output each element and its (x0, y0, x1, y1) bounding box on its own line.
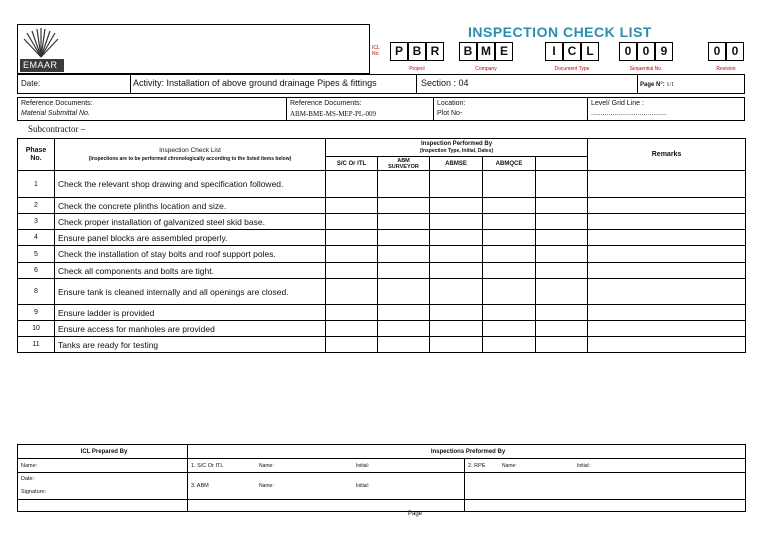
cell-abm-surveyor[interactable] (378, 171, 430, 198)
level-value: ....................................... (591, 110, 667, 117)
rpe-name-label: Name: (502, 462, 517, 469)
check-item: Tanks are ready for testing (55, 337, 326, 353)
phase-no: 2 (18, 198, 55, 214)
code-box-doctype-1: I (545, 42, 563, 61)
code-box-company-3: E (495, 42, 513, 61)
phase-no: 9 (18, 305, 55, 321)
cell-sc-itl[interactable] (326, 321, 378, 337)
prepared-date-signature-field[interactable] (18, 473, 188, 500)
code-box-seq-1: 0 (619, 42, 637, 61)
activity-text: Activity: Installation of above ground drainage Pipes & fittings (133, 78, 377, 88)
header-abm-surveyor: ABM SURVEYOR (378, 157, 430, 171)
cell-blank[interactable] (536, 171, 588, 198)
header-remarks: Remarks (588, 139, 746, 171)
cell-abmqce[interactable] (483, 171, 536, 198)
date-activity-row (17, 74, 745, 94)
cell-remarks[interactable] (588, 246, 746, 263)
header-blank (536, 157, 588, 171)
cell-abm-surveyor[interactable] (378, 214, 430, 230)
blank-signoff-field[interactable] (465, 473, 746, 500)
table-row (18, 263, 746, 279)
cell-sc-itl[interactable] (326, 171, 378, 198)
header-abmse: ABMSE (430, 157, 483, 171)
rpe-field[interactable] (465, 459, 746, 473)
label-project: Project (409, 66, 425, 72)
page-number-value: 1/1 (666, 82, 675, 88)
check-item: Check the installation of stay bolts and roof support poles. (55, 246, 326, 263)
abm-name-label: Name: (259, 483, 274, 489)
cell-abmse[interactable] (430, 171, 483, 198)
phase-no: 6 (18, 263, 55, 279)
cell-abm-surveyor[interactable] (378, 305, 430, 321)
cell-remarks[interactable] (588, 198, 746, 214)
cell-blank[interactable] (536, 321, 588, 337)
sc-itl-label: 1. S/C Or ITL (191, 462, 224, 469)
ref-docs-1 (21, 99, 93, 119)
cell-abmse[interactable] (430, 279, 483, 305)
cell-sc-itl[interactable] (326, 305, 378, 321)
header-phase: Phase No. (18, 139, 55, 171)
check-item: Check the concrete plinths location and size. (55, 198, 326, 214)
table-row (18, 230, 746, 246)
cell-blank[interactable] (536, 230, 588, 246)
cell-abmqce[interactable] (483, 246, 536, 263)
check-item: Ensure access for manholes are provided (55, 321, 326, 337)
ref-docs-2-value: ABM-BME-MS-MEP-PL-009 (290, 110, 376, 118)
location-block (437, 99, 465, 119)
logo-box (17, 24, 370, 74)
cell-abm-surveyor[interactable] (378, 321, 430, 337)
cell-abmqce[interactable] (483, 230, 536, 246)
cell-remarks[interactable] (588, 171, 746, 198)
cell-blank[interactable] (536, 279, 588, 305)
phase-no: 4 (18, 230, 55, 246)
cell-sc-itl[interactable] (326, 214, 378, 230)
document-title: INSPECTION CHECK LIST (468, 24, 652, 40)
cell-remarks[interactable] (588, 230, 746, 246)
logo-text: EMAAR (23, 60, 58, 70)
page-divider (637, 74, 638, 94)
sc-itl-name-label: Name: (259, 462, 274, 469)
check-item: Ensure ladder is provided (55, 305, 326, 321)
cell-abmse[interactable] (430, 214, 483, 230)
cell-abmqce[interactable] (483, 263, 536, 279)
prepared-signature-label: Signature: (21, 489, 47, 495)
code-box-doctype-2: C (563, 42, 581, 61)
table-row (18, 305, 746, 321)
cell-abmse[interactable] (430, 337, 483, 353)
label-sequential-no: Sequential No. (629, 66, 663, 72)
code-box-seq-2: 0 (637, 42, 655, 61)
cell-sc-itl[interactable] (326, 230, 378, 246)
cell-abm-surveyor[interactable] (378, 246, 430, 263)
cell-abmse[interactable] (430, 321, 483, 337)
phase-no: 3 (18, 214, 55, 230)
page-number-label: Page N°: (640, 82, 665, 88)
cell-abm-surveyor[interactable] (378, 263, 430, 279)
code-box-project-3: R (426, 42, 444, 61)
code-box-rev-2: 0 (726, 42, 744, 61)
ref-divider-2 (433, 97, 434, 121)
ref-docs-1-label: Reference Documents: (21, 100, 93, 107)
code-box-doctype-3: L (581, 42, 599, 61)
cell-abm-surveyor[interactable] (378, 337, 430, 353)
ref-docs-2 (290, 99, 376, 119)
date-label: Date: (21, 79, 41, 88)
header-performed-by (326, 139, 588, 157)
phase-no: 5 (18, 246, 55, 263)
cell-sc-itl[interactable] (326, 198, 378, 214)
cell-remarks[interactable] (588, 321, 746, 337)
cell-remarks[interactable] (588, 337, 746, 353)
table-row (18, 321, 746, 337)
label-document-type: Document Type (554, 66, 590, 72)
icl-label-line2: No. (372, 51, 380, 57)
header-check-title: Inspection Check List (159, 146, 221, 154)
ref-divider-3 (587, 97, 588, 121)
cell-abmqce[interactable] (483, 214, 536, 230)
table-row (18, 279, 746, 305)
table-row (18, 246, 746, 263)
prepared-extra-field[interactable] (18, 500, 188, 512)
signoff-table (17, 444, 746, 512)
rpe-initial-label: Initial: (577, 462, 591, 469)
cell-blank[interactable] (536, 305, 588, 321)
icl-label (372, 45, 380, 57)
performed-by-header: Inspections Preformed By (188, 445, 746, 459)
header-performed-sub: (Inspection Type, Initial, Dates) (419, 147, 494, 154)
cell-sc-itl[interactable] (326, 337, 378, 353)
abm-field[interactable] (188, 473, 465, 500)
header-sc-itl: S/C Or ITL (326, 157, 378, 171)
prepared-date-label: Date: (21, 476, 35, 482)
ref-docs-2-label: Reference Documents: (290, 100, 362, 107)
check-item: Ensure tank is cleaned internally and all openings are closed. (55, 279, 326, 305)
icl-label-line1: ICL (372, 45, 380, 51)
section-text: Section : 04 (421, 78, 469, 88)
level-block (591, 99, 667, 119)
extra-field-2[interactable] (465, 500, 746, 512)
code-box-project-1: P (390, 42, 408, 61)
level-label: Level/ Grid Line : (591, 100, 644, 107)
check-item: Check the relevant shop drawing and specification followed. (55, 171, 326, 198)
cell-sc-itl[interactable] (326, 279, 378, 305)
location-label: Location: (437, 100, 466, 107)
date-divider (130, 74, 131, 94)
check-item: Check all components and bolts are tight. (55, 263, 326, 279)
subcontractor-label: Subcontractor – (28, 124, 86, 134)
cell-abm-surveyor[interactable] (378, 230, 430, 246)
cell-abmqce[interactable] (483, 279, 536, 305)
cell-abmse[interactable] (430, 305, 483, 321)
cell-remarks[interactable] (588, 214, 746, 230)
code-box-company-2: M (477, 42, 495, 61)
table-row (18, 337, 746, 353)
rpe-label: 2. RPE (468, 462, 486, 469)
code-box-project-2: B (408, 42, 426, 61)
extra-field-1[interactable] (188, 500, 465, 512)
cell-abmse[interactable] (430, 198, 483, 214)
cell-abm-surveyor[interactable] (378, 279, 430, 305)
phase-no: 11 (18, 337, 55, 353)
cell-sc-itl[interactable] (326, 263, 378, 279)
sc-itl-field[interactable] (188, 459, 465, 473)
inspection-table (17, 138, 746, 353)
section-divider (416, 74, 417, 94)
cell-remarks[interactable] (588, 279, 746, 305)
code-box-rev-1: 0 (708, 42, 726, 61)
page-footer-label: Page (408, 511, 423, 517)
phase-no: 8 (18, 279, 55, 305)
table-row (18, 171, 746, 198)
emaar-logo-icon (23, 27, 59, 59)
header-check-list (55, 139, 326, 171)
cell-abmqce[interactable] (483, 198, 536, 214)
cell-blank[interactable] (536, 198, 588, 214)
code-box-company-1: B (459, 42, 477, 61)
cell-blank[interactable] (536, 214, 588, 230)
cell-abmse[interactable] (430, 246, 483, 263)
prepared-name-field[interactable]: Name: (18, 459, 188, 473)
prepared-by-header: ICL Prepared By (18, 445, 188, 459)
phase-no: 10 (18, 321, 55, 337)
label-revision: Revision (716, 66, 736, 72)
cell-sc-itl[interactable] (326, 246, 378, 263)
cell-remarks[interactable] (588, 305, 746, 321)
code-box-seq-3: 9 (655, 42, 673, 61)
cell-abmse[interactable] (430, 230, 483, 246)
table-row (18, 214, 746, 230)
ref-divider-1 (286, 97, 287, 121)
cell-remarks[interactable] (588, 263, 746, 279)
sc-itl-initial-label: Initial: (356, 462, 370, 469)
location-value: Plot No- (437, 110, 463, 117)
label-company: Company (475, 66, 497, 72)
check-item: Ensure panel blocks are assembled properly. (55, 230, 326, 246)
cell-abmqce[interactable] (483, 305, 536, 321)
cell-abm-surveyor[interactable] (378, 198, 430, 214)
header-performed-title: Inspection Performed By (421, 140, 493, 147)
cell-blank[interactable] (536, 246, 588, 263)
header-abmqce: ABMQCE (483, 157, 536, 171)
ref-docs-1-value: Material Submittal No. (21, 110, 90, 117)
cell-abmqce[interactable] (483, 337, 536, 353)
check-item: Check proper installation of galvanized steel skid base. (55, 214, 326, 230)
abm-initial-label: Initial: (356, 483, 370, 489)
cell-abmse[interactable] (430, 263, 483, 279)
abm-label: 3. ABM (191, 483, 209, 489)
table-row (18, 198, 746, 214)
header-check-sub: (Inspections are to be performed chronologically according to the listed items below) (88, 155, 292, 162)
cell-blank[interactable] (536, 263, 588, 279)
phase-no: 1 (18, 171, 55, 198)
cell-blank[interactable] (536, 337, 588, 353)
cell-abmqce[interactable] (483, 321, 536, 337)
